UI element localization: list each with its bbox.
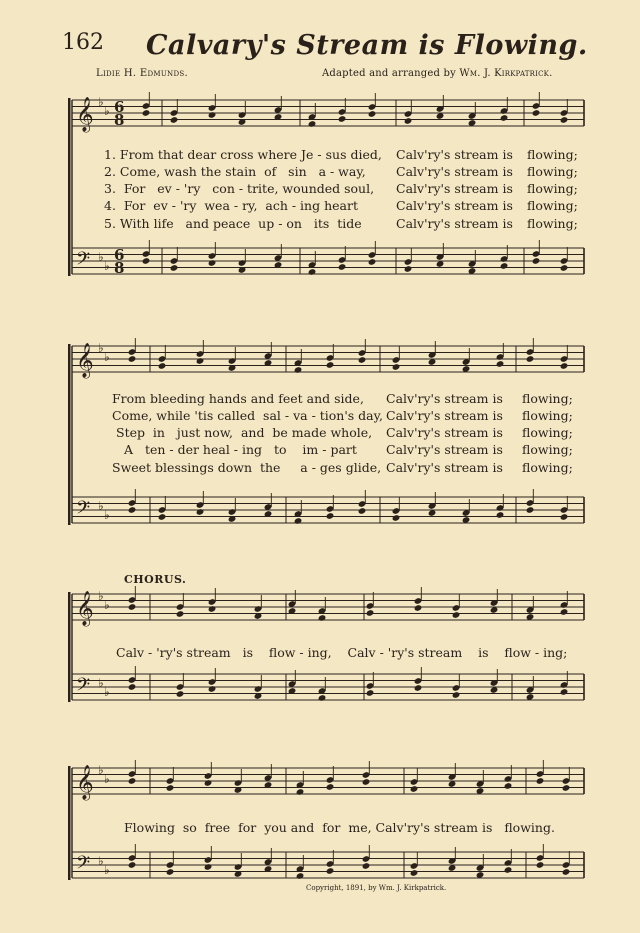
verse-3-line-1: 3. For ev - 'ry con - trite, wounded soul, (104, 181, 375, 196)
note-head (294, 366, 303, 374)
verse-4-refrain-2: Calv'ry's stream is (386, 442, 503, 457)
verse-4-line-1: 4. For ev - 'ry wea - ry, ach - ing heart (104, 198, 358, 213)
chorus-lyrics-line-1: Calv - 'ry's stream is flow - ing, Calv - 'ry's stream is flow - ing; (116, 645, 568, 660)
verse-4-end: flowing; (527, 198, 578, 213)
system-brace (68, 98, 71, 276)
note-head (562, 784, 571, 792)
note-head (208, 605, 217, 613)
system-brace (68, 592, 71, 702)
note-head (208, 685, 217, 693)
note-head (208, 259, 217, 267)
treble-clef-icon: 𝄞 (76, 765, 94, 800)
page-number: 162 (62, 30, 104, 55)
note-head (142, 109, 151, 117)
time-signature-digit: 6 (114, 246, 125, 264)
flat-icon: ♭ (104, 259, 110, 273)
note-head (560, 264, 569, 272)
note-head (500, 262, 509, 270)
note-head (128, 506, 137, 514)
verse-1-line-2: From bleeding hands and feet and side, (112, 391, 364, 406)
chorus-label: CHORUS. (124, 573, 187, 586)
flat-icon: ♭ (98, 763, 104, 777)
note-head (562, 868, 571, 876)
hymn-title: Calvary's Stream is Flowing. (146, 30, 588, 61)
note-head (366, 609, 375, 617)
note-head (368, 110, 377, 118)
note-head (170, 116, 179, 124)
note-head (532, 257, 541, 265)
verse-3-line-2: Step in just now, and be made whole, (116, 425, 373, 440)
note-head (414, 684, 423, 692)
verse-3-end: flowing; (527, 181, 578, 196)
note-head (196, 357, 205, 365)
treble-clef-icon: 𝄞 (76, 343, 94, 378)
flat-icon: ♭ (104, 772, 110, 786)
verse-5-end-2: flowing; (522, 460, 573, 475)
verse-5-refrain-2: Calv'ry's stream is (386, 460, 503, 475)
note-head (500, 114, 509, 122)
note-head (496, 511, 505, 519)
copyright-notice: Copyright, 1891, by Wm. J. Kirkpatrick. (306, 884, 447, 892)
note-head (142, 257, 151, 265)
time-signature-digit: 8 (114, 111, 125, 129)
note-head (204, 863, 213, 871)
note-head (296, 872, 305, 880)
note-head (158, 362, 167, 370)
note-head (496, 360, 505, 368)
verse-4-line-2: A ten - der heal - ing to im - part (124, 442, 357, 457)
note-head (128, 355, 137, 363)
note-head (338, 263, 347, 271)
flat-icon: ♭ (98, 341, 104, 355)
flat-icon: ♭ (104, 598, 110, 612)
note-head (536, 861, 545, 869)
note-head (536, 777, 545, 785)
note-head (504, 866, 513, 874)
verse-1-refrain: Calv'ry's stream is (396, 147, 513, 162)
verse-5-refrain: Calv'ry's stream is (396, 216, 513, 231)
note-head (560, 608, 569, 616)
note-head (166, 784, 175, 792)
arranger-prefix: Adapted and arranged by (322, 68, 460, 79)
verse-2-line-2: Come, while 'tis called sal - va - tion's day, (112, 408, 384, 423)
note-head (560, 513, 569, 521)
time-signature-digit: 8 (114, 259, 125, 277)
note-head (404, 265, 413, 273)
note-head (452, 611, 461, 619)
note-head (560, 116, 569, 124)
note-head (308, 120, 317, 128)
verse-1-refrain-2: Calv'ry's stream is (386, 391, 503, 406)
note-head (326, 361, 335, 369)
note-head (294, 517, 303, 525)
note-head (526, 506, 535, 514)
note-head (358, 356, 367, 364)
note-head (526, 355, 535, 363)
flat-icon: ♭ (98, 250, 104, 264)
note-head (414, 604, 423, 612)
verse-3-refrain-2: Calv'ry's stream is (386, 425, 503, 440)
note-head (362, 778, 371, 786)
verse-2-end: flowing; (527, 164, 578, 179)
verse-5-end: flowing; (527, 216, 578, 231)
verse-1-line-1: 1. From that dear cross where Je - sus died, (104, 147, 382, 162)
bass-clef-icon: 𝄢 (76, 498, 91, 523)
verse-2-line-1: 2. Come, wash the stain of sin a - way, (104, 164, 366, 179)
note-head (392, 363, 401, 371)
note-head (326, 783, 335, 791)
chorus-lyrics-line-2: Flowing so free for you and for me, Calv'ry's stream is flowing. (124, 820, 555, 835)
note-head (318, 694, 327, 702)
bass-clef-icon: 𝄢 (76, 675, 91, 700)
flat-icon: ♭ (104, 685, 110, 699)
note-head (560, 362, 569, 370)
note-head (176, 610, 185, 618)
author-credit: Lidie H. Edmunds. (96, 68, 188, 79)
note-head (128, 603, 137, 611)
flat-icon: ♭ (98, 589, 104, 603)
note-head (368, 258, 377, 266)
note-head (560, 688, 569, 696)
note-head (404, 117, 413, 125)
note-head (296, 788, 305, 796)
flat-icon: ♭ (104, 350, 110, 364)
note-head (196, 508, 205, 516)
note-head (358, 507, 367, 515)
verse-4-refrain: Calv'ry's stream is (396, 198, 513, 213)
verse-4-end-2: flowing; (522, 442, 573, 457)
note-head (308, 268, 317, 276)
time-signature-digit: 6 (114, 98, 125, 116)
verse-5-line-1: 5. With life and peace up - on its tide (104, 216, 362, 231)
note-head (128, 777, 137, 785)
verse-1-end: flowing; (527, 147, 578, 162)
note-head (532, 109, 541, 117)
verse-1-end-2: flowing; (522, 391, 573, 406)
note-head (128, 683, 137, 691)
treble-clef-icon: 𝄞 (76, 591, 94, 626)
note-head (208, 111, 217, 119)
arranger-name: Wm. J. Kirkpatrick. (459, 68, 553, 79)
note-head (158, 513, 167, 521)
verse-2-end-2: flowing; (522, 408, 573, 423)
system-brace (68, 766, 71, 880)
note-head (128, 861, 137, 869)
flat-icon: ♭ (98, 499, 104, 513)
note-head (326, 512, 335, 520)
note-head (204, 779, 213, 787)
verse-2-refrain: Calv'ry's stream is (396, 164, 513, 179)
flat-icon: ♭ (98, 95, 104, 109)
note-head (504, 782, 513, 790)
treble-clef-icon: 𝄞 (76, 97, 94, 132)
flat-icon: ♭ (104, 104, 110, 118)
bass-clef-icon: 𝄢 (76, 249, 91, 274)
note-head (362, 862, 371, 870)
note-head (318, 614, 327, 622)
note-head (166, 868, 175, 876)
note-head (338, 115, 347, 123)
note-head (366, 689, 375, 697)
system-brace (68, 344, 71, 525)
note-head (410, 785, 419, 793)
verse-5-line-2: Sweet blessings down the a - ges glide, (112, 460, 382, 475)
flat-icon: ♭ (104, 508, 110, 522)
flat-icon: ♭ (98, 854, 104, 868)
note-head (410, 869, 419, 877)
note-head (176, 690, 185, 698)
flat-icon: ♭ (98, 676, 104, 690)
note-head (326, 867, 335, 875)
verse-3-refrain: Calv'ry's stream is (396, 181, 513, 196)
note-head (452, 691, 461, 699)
note-head (392, 514, 401, 522)
note-head (170, 264, 179, 272)
verse-3-end-2: flowing; (522, 425, 573, 440)
verse-2-refrain-2: Calv'ry's stream is (386, 408, 503, 423)
flat-icon: ♭ (104, 863, 110, 877)
bass-clef-icon: 𝄢 (76, 853, 91, 878)
